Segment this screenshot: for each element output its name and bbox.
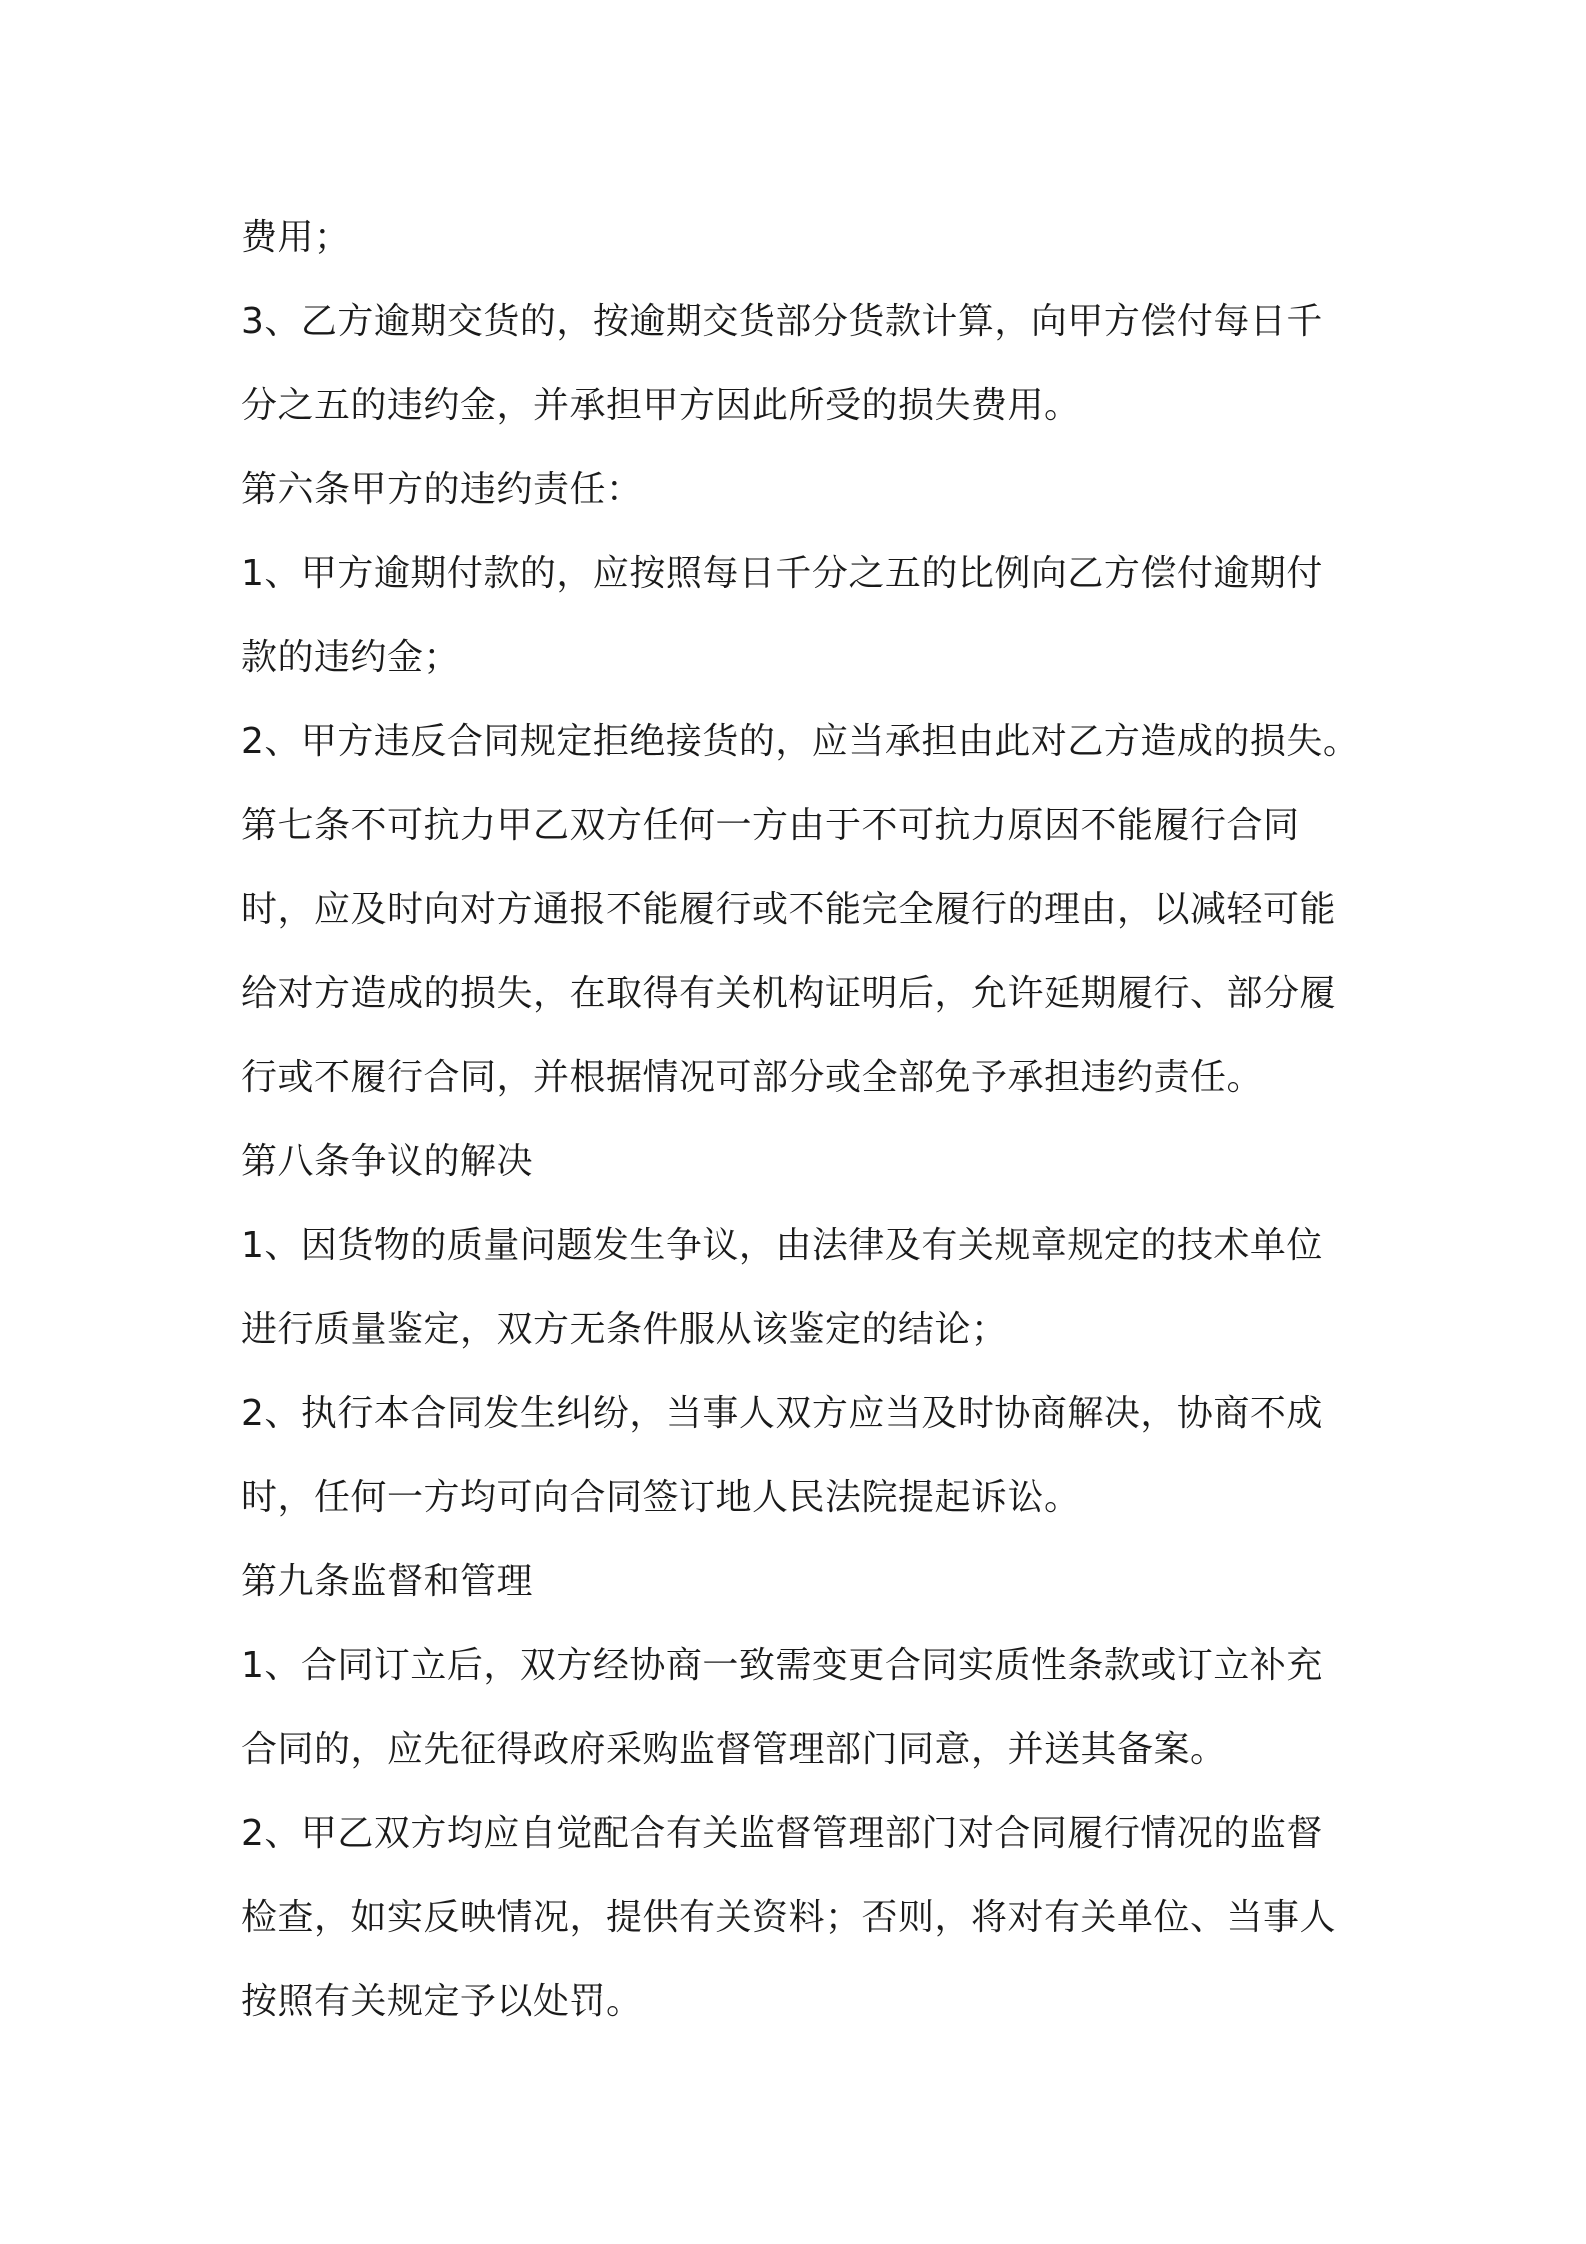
text-line: 给对方造成的损失，在取得有关机构证明后，允许延期履行、部分履 bbox=[241, 973, 1337, 1014]
text-line: 1、甲方逾期付款的，应按照每日千分之五的比例向乙方偿付逾期付 bbox=[241, 553, 1323, 594]
text-line: 费用； bbox=[241, 217, 351, 258]
section-heading: 第九条监督和管理 bbox=[241, 1561, 534, 1602]
text-line: 分之五的违约金，并承担甲方因此所受的损失费用。 bbox=[241, 385, 1081, 426]
text-line: 2、甲乙双方均应自觉配合有关监督管理部门对合同履行情况的监督 bbox=[241, 1813, 1323, 1854]
section-heading: 第六条甲方的违约责任： bbox=[241, 469, 643, 510]
text-line: 按照有关规定予以处罚。 bbox=[241, 1981, 643, 2022]
text-line: 时，应及时向对方通报不能履行或不能完全履行的理由，以减轻可能 bbox=[241, 889, 1337, 930]
text-line: 款的违约金； bbox=[241, 637, 461, 678]
text-line: 3、乙方逾期交货的，按逾期交货部分货款计算，向甲方偿付每日千 bbox=[241, 301, 1323, 342]
text-line: 检查，如实反映情况，提供有关资料；否则，将对有关单位、当事人 bbox=[241, 1897, 1337, 1938]
text-line: 1、因货物的质量问题发生争议，由法律及有关规章规定的技术单位 bbox=[241, 1225, 1323, 1266]
text-line: 进行质量鉴定，双方无条件服从该鉴定的结论； bbox=[241, 1309, 1008, 1350]
text-line: 2、执行本合同发生纠纷，当事人双方应当及时协商解决，协商不成 bbox=[241, 1393, 1323, 1434]
document-body bbox=[241, 196, 1361, 2044]
section-heading: 第八条争议的解决 bbox=[241, 1141, 534, 1182]
text-line: 2、甲方违反合同规定拒绝接货的，应当承担由此对乙方造成的损失。 bbox=[241, 721, 1360, 762]
text-line: 第七条不可抗力甲乙双方任何一方由于不可抗力原因不能履行合同 bbox=[241, 805, 1300, 846]
text-line: 行或不履行合同，并根据情况可部分或全部免予承担违约责任。 bbox=[241, 1057, 1264, 1098]
text-line: 1、合同订立后，双方经协商一致需变更合同实质性条款或订立补充 bbox=[241, 1645, 1323, 1686]
text-line: 时，任何一方均可向合同签订地人民法院提起诉讼。 bbox=[241, 1477, 1081, 1518]
text-line: 合同的，应先征得政府采购监督管理部门同意，并送其备案。 bbox=[241, 1729, 1227, 1770]
